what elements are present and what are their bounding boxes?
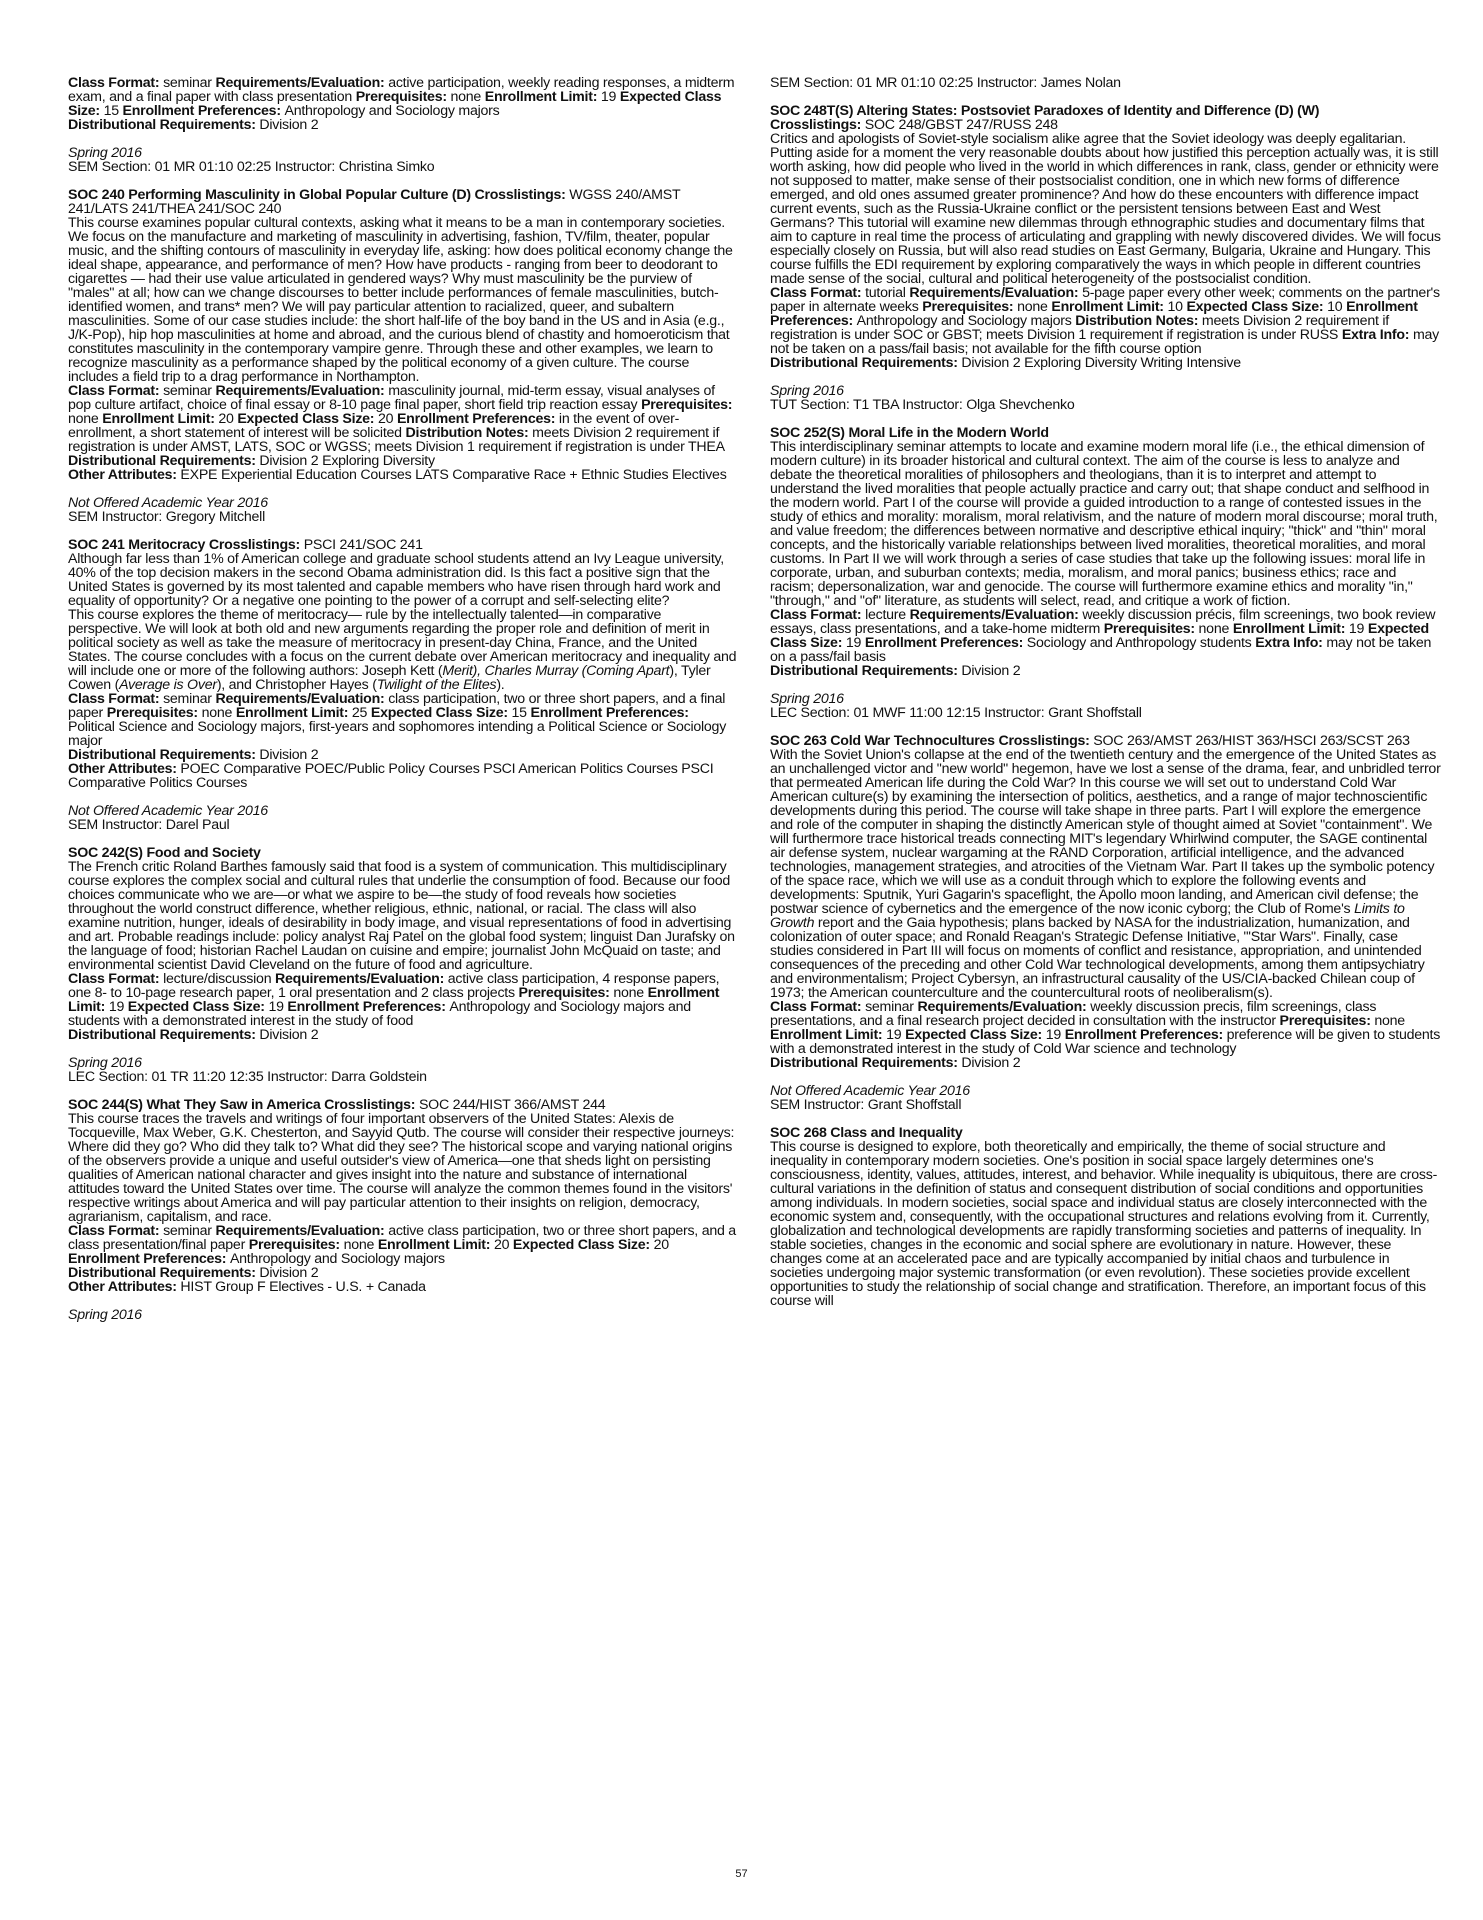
bold-label: SOC 244(S) What They Saw in America Crosslistings: [68, 1097, 419, 1113]
bold-label: Enrollment Limit: [377, 1237, 494, 1253]
text-block [68, 552, 738, 608]
text-block [68, 216, 738, 384]
paragraph-gap [68, 790, 738, 804]
bold-label: Enrollment Preferences: [122, 103, 285, 119]
text-block [68, 860, 738, 972]
body-text: 19 [845, 635, 865, 651]
bold-label: Distributional Requirements: [68, 117, 260, 133]
text-block [770, 398, 1442, 412]
body-text: active class participation, two or three short papers, and a class presentation/final paper [68, 1223, 736, 1253]
body-text: SEM Instructor: Darel Paul [68, 817, 230, 833]
text-block [68, 1308, 738, 1322]
text-block [770, 608, 1442, 664]
body-text: POEC Comparative POEC/Public Policy Courses PSCI American Politics Courses PSCI Comparative Politics Courses [68, 761, 714, 791]
paragraph-gap [770, 720, 1442, 734]
bold-label: SOC 263 Cold War Technocultures Crosslistings: [770, 733, 1094, 749]
body-text: none [343, 1237, 378, 1253]
body-text: This course explores the theme of meritocracy— rule by the intellectually talented—in comparative perspective. We will look at both old and new arguments regarding the proper role and definition of merit in political society as well as take the measure of meritocracy in present-day China, France, and the United States. The course concludes with a focus on the current debate over American meritocracy and inequality and will include one or more of the following authors: Joseph Kett ( [68, 607, 737, 679]
text-block [68, 1070, 738, 1084]
bold-label: Class Format: [68, 971, 164, 987]
text-block [770, 76, 1442, 90]
body-text: none [450, 89, 485, 105]
bold-label: Distributional Requirements: [68, 1027, 260, 1043]
body-text: TUT Section: T1 TBA Instructor: Olga Shevchenko [770, 397, 1075, 413]
body-text: Political Science and Sociology majors, first-years and sophomores intending a Political Science or Sociology major [68, 719, 727, 749]
text-block [770, 1140, 1442, 1308]
body-text: in the event of over-enrollment, a short statement of interest will be solicited [68, 411, 680, 441]
bold-label: Expected Class Size: [1186, 299, 1328, 315]
bold-label: Requirements/Evaluation: [215, 1223, 389, 1239]
body-text: 19 [268, 999, 288, 1015]
body-text: report and the Gaia hypothesis; plans backed by NASA for the industrialization, humanization, and colonization of outer space; and Ronald Reagan's Strategic Defense Initiative, "'Star Wars". Finally, case studies considered in Part III will focus on moments of conflict and resistance, appropriation, and unintended consequences of the preceding and other Cold War technological developments, among them antipsychiatry and environmentalism; Project Cybersyn, an infrastructural causality of the US/CIA-backed Chilean coup of 1973; the American counterculture and the countercultural roots of neoliberalism(s). [770, 915, 1425, 1001]
paragraph-gap [68, 1042, 738, 1056]
text-block [68, 538, 738, 552]
bold-label: SOC 242(S) Food and Society [68, 845, 261, 861]
bold-label: Enrollment Preferences: [68, 1251, 230, 1267]
body-text: ), Tyler Cowen ( [68, 663, 711, 693]
text-block [68, 1224, 738, 1266]
body-text: This interdisciplinary seminar attempts to locate and examine modern moral life (i.e., the ethical dimension of modern culture) in its broader historical and cultural context. The aim of the course is less to analyze and debate the theoretical moralities of philosophers and theologians, than it is to interpret and attempt to understand the lived moralities that people actually practice and carry out; that shape conduct and selfhood in the modern world. Part I of the course will provide a guided introduction to a range of contested issues in the study of ethics and morality: moralism, moral relativism, and the nature of modern moral discourse; moral truth, and value freedom; the differences between normative and descriptive ethical inquiry; "thick" and "thin" moral concepts, and the historically variable relationships between lived moralities, theoretical moralities, and moral customs. In Part II we will work through a series of case studies that take up the following issues: moral life in corporate, urban, and suburban contexts; media, moralism, and moral panics; business ethics; race and racism; depersonalization, war and genocide. The course will furthermore examine ethics and morality "in," "through," and "of" literature, as students will select, read, and critique a work of fiction. [770, 439, 1438, 609]
paragraph-gap [68, 482, 738, 496]
page-number: 57 [735, 1868, 748, 1880]
bold-label: Class Format: [770, 285, 866, 301]
bold-label: Class Format: [68, 75, 164, 91]
body-text: weekly discussion précis, film screenings, two book review essays, class presentations, and a take-home midterm [770, 607, 1436, 637]
bold-label: Distribution Notes: [1075, 313, 1202, 329]
text-block [770, 706, 1442, 720]
body-text: masculinity journal, mid-term essay, visual analyses of pop culture artifact, choice of final essay or 8-10 page final paper, short field trip reaction essay [68, 383, 715, 413]
bold-label: Prerequisites: [355, 89, 451, 105]
body-text: 10 [1167, 299, 1187, 315]
bold-label: SOC 240 Performing Masculinity in Global Popular Culture (D) Crosslistings: [68, 187, 570, 203]
paragraph-gap [770, 370, 1442, 384]
bold-label: Enrollment Preferences: [530, 705, 689, 721]
body-text: seminar [163, 691, 216, 707]
body-text: may not be taken on a pass/fail basis; not available for the fifth course option [770, 327, 1439, 357]
body-text: active participation, weekly reading responses, a midterm exam, and a final paper with class presentation [68, 75, 735, 105]
bold-label: Class Format: [68, 383, 164, 399]
bold-label: Expected Class Size: [512, 1237, 654, 1253]
paragraph-gap [68, 1294, 738, 1308]
body-text: tutorial [865, 285, 910, 301]
body-text: Anthropology and Sociology majors and students with a demonstrated interest in the study of food [68, 999, 691, 1029]
bold-label: SOC 248T(S) Altering States: Postsoviet Paradoxes of Identity and Difference (D) (W) [770, 103, 1320, 119]
text-block [770, 1084, 1442, 1098]
body-text: 19 [1348, 621, 1368, 637]
paragraph-gap [770, 1112, 1442, 1126]
italic-text: Limits to Growth [770, 901, 1405, 931]
bold-label: Enrollment Limit: [68, 985, 720, 1015]
body-text: SEM Instructor: Grant Shoffstall [770, 1097, 962, 1113]
body-text: LEC Section: 01 TR 11:20 12:35 Instructor: Darra Goldstein [68, 1069, 427, 1085]
bold-label: Expected Class Size: [770, 621, 1429, 651]
body-text: PSCI 241/SOC 241 [303, 537, 423, 553]
bold-label: Expected Class Size: [237, 411, 378, 427]
text-block [68, 748, 738, 762]
text-block [770, 1098, 1442, 1112]
text-block [770, 734, 1442, 748]
bold-label: Class Format: [68, 1223, 164, 1239]
bold-label: Enrollment Limit: [235, 705, 352, 721]
body-text: 20 [377, 411, 397, 427]
text-block [770, 384, 1442, 398]
text-block [68, 972, 738, 1028]
body-text: 15 [511, 705, 531, 721]
bold-label: Other Attributes: [68, 467, 181, 483]
body-text: none [201, 705, 236, 721]
body-text: seminar [163, 1223, 216, 1239]
body-text: none [613, 985, 648, 1001]
bold-label: Extra Info: [1255, 635, 1327, 651]
text-block [770, 692, 1442, 706]
body-text: ). [496, 677, 505, 693]
text-block [770, 426, 1442, 440]
text-block [68, 1098, 738, 1112]
body-text: 25 [351, 705, 371, 721]
bold-label: Enrollment Limit: [1051, 299, 1168, 315]
italic-text: Spring 2016 [770, 691, 844, 707]
bold-label: Other Attributes: [68, 1279, 181, 1295]
text-block [68, 146, 738, 160]
text-block [68, 762, 738, 790]
bold-label: Prerequisites: [922, 299, 1018, 315]
body-text: meets Division 2 requirement if registration is under SOC or GBST; meets Division 1 requirement if registration is under RUSS [770, 313, 1389, 343]
italic-text: Spring 2016 [68, 1307, 142, 1323]
text-block [68, 608, 738, 692]
bold-label: Distributional Requirements: [68, 1265, 260, 1281]
bold-label: Enrollment Preferences: [770, 299, 1418, 329]
body-text: 10 [1327, 299, 1347, 315]
body-text: 19 [108, 999, 128, 1015]
text-block [68, 1056, 738, 1070]
text-block [68, 510, 738, 524]
bold-label: Extra Info: [1341, 327, 1413, 343]
paragraph-gap [68, 174, 738, 188]
bold-label: Enrollment Preferences: [287, 999, 450, 1015]
text-block [770, 664, 1442, 678]
bold-label: SOC 252(S) Moral Life in the Modern World [770, 425, 1049, 441]
text-block [770, 286, 1442, 356]
bold-label: Distributional Requirements: [770, 355, 962, 371]
text-block [68, 846, 738, 860]
body-text: Division 2 [259, 747, 319, 763]
body-text: Division 2 [961, 663, 1021, 679]
paragraph-gap [770, 678, 1442, 692]
body-text: SEM Instructor: Gregory Mitchell [68, 509, 265, 525]
text-block [68, 1028, 738, 1042]
text-block [770, 440, 1442, 608]
body-text: Division 2 [259, 1027, 319, 1043]
bold-label: Enrollment Limit: [484, 89, 601, 105]
body-text: 20 [493, 1237, 513, 1253]
text-block [68, 384, 738, 454]
paragraph-gap [68, 832, 738, 846]
paragraph-gap [68, 132, 738, 146]
body-text: Anthropology and Sociology majors [229, 1251, 445, 1267]
paragraph-gap [68, 1084, 738, 1098]
body-text: preference will be given to students with a demonstrated interest in the study of Cold War science and technology [770, 1027, 1441, 1057]
body-text: 19 [600, 89, 620, 105]
paragraph-gap [68, 524, 738, 538]
bold-label: Requirements/Evaluation: [917, 999, 1091, 1015]
body-text: This course examines popular cultural contexts, asking what it means to be a man in contemporary societies. We focus on the manufacture and marketing of masculinity in advertising, fashion, TV/film, theater, popular music, and the shifting contours of masculinity in everyday life, asking: how does political economy change the ideal shape, appearance, and performance of men? How have products - ranging from beer to deodorant to cigarettes — had their use value articulated in gendered ways? Why must masculinity be the purview of "males" at all; how can we change discourses to better include performances of female masculinities, butch-identified women, and trans* men? We will pay particular attention to racialized, queer, and subaltern masculinities. Some of our case studies include: the short half-life of the boy band in the US and in Asia (e.g., J/K-Pop), hip hop masculinities at home and abroad, and the curious blend of chastity and homoeroticism that constitutes masculinity in the contemporary vampire genre. Through these and other examples, we learn to recognize masculinity as a performance shaped by the political economy of a given culture. The course includes a field trip to a drag performance in Northampton. [68, 215, 733, 385]
bold-label: Enrollment Preferences: [1064, 1027, 1227, 1043]
bold-label: Distributional Requirements: [68, 747, 260, 763]
body-text: Division 2 Exploring Diversity [259, 453, 435, 469]
bold-label: Crosslistings: [770, 117, 865, 133]
bold-label: Prerequisites: [106, 705, 202, 721]
bold-label: Prerequisites: [518, 985, 614, 1001]
body-text: Division 2 [961, 1055, 1021, 1071]
text-block [770, 1056, 1442, 1070]
bold-label: Other Attributes: [68, 761, 181, 777]
body-text: SEM Section: 01 MR 01:10 02:25 Instructor: James Nolan [770, 75, 1121, 91]
body-text: This course is designed to explore, both theoretically and empirically, the theme of social structure and inequality in contemporary modern societies. One's position in social space largely determines one's consciousness, identity, values, attitudes, interest, and behavior. While inequality is ubiquitous, there are cross-cultural variations in the definition of status and consequent distribution of social conditions and opportunities among individuals. In modern societies, social space and individual status are closely interconnected with the economic system and, consequently, with the occupational structures and relations evolving from it. Currently, globalization and technological developments are rapidly transforming societies and patterns of inequality. In stable societies, changes in the economic and social sphere are evolutionary in nature. However, these changes come at an accelerated pace and are typically accompanied by initial chaos and turbulence in societies undergoing major systemic transformation (or even revolution). These societies provide excellent opportunities to study the relationship of social change and stratification. Therefore, an important focus of this course will [770, 1139, 1438, 1309]
text-block [68, 188, 738, 216]
italic-text: Average is Over [119, 677, 217, 693]
italic-text: Spring 2016 [770, 383, 844, 399]
text-block [770, 356, 1442, 370]
body-text: SOC 263/AMST 263/HIST 363/HSCI 263/SCST 263 [1093, 733, 1410, 749]
bold-label: Enrollment Limit: [102, 411, 219, 427]
text-block [68, 1280, 738, 1294]
text-block [68, 818, 738, 832]
body-text: may not be taken on a pass/fail basis [770, 635, 1432, 665]
body-text: 19 [886, 1027, 906, 1043]
text-block [68, 692, 738, 748]
body-text: meets Division 2 requirement if registration is under AMST, LATS, SOC or WGSS; meets Division 1 requirement if registration is under THEA [68, 425, 725, 455]
bold-label: Class Format: [68, 691, 164, 707]
body-text: Division 2 [259, 117, 319, 133]
bold-label: Requirements/Evaluation: [909, 285, 1083, 301]
text-block [68, 1266, 738, 1280]
body-text: Anthropology and Sociology majors [856, 313, 1076, 329]
bold-label: Distributional Requirements: [770, 1055, 962, 1071]
paragraph-gap [770, 1070, 1442, 1084]
body-text: Division 2 Exploring Diversity Writing Intensive [961, 355, 1241, 371]
body-text: active class participation, 4 response papers, one 8- to 10-page research paper, 1 oral presentation and 2 class projects [68, 971, 720, 1001]
body-text: 20 [218, 411, 238, 427]
text-block [770, 118, 1442, 132]
bold-label: Distributional Requirements: [770, 663, 962, 679]
bold-label: Requirements/Evaluation: [215, 383, 389, 399]
bold-label: Expected Class Size: [68, 89, 722, 119]
body-text: Although far less than 1% of American college and graduate school students attend an Ivy League university, 40% of the top decision makers in the second Obama administration did. Is this fact a positive sign that the United States is governed by its most talented and capable members who have risen through hard work and equality of opportunity? Or a negative one pointing to the power of a corrupt and self-selecting elite? [68, 551, 724, 609]
paragraph-gap [770, 412, 1442, 426]
bold-label: Enrollment Limit: [1232, 621, 1349, 637]
text-block [770, 1000, 1442, 1056]
text-block [68, 1112, 738, 1224]
italic-text: Spring 2016 [68, 145, 142, 161]
bold-label: Requirements/Evaluation: [909, 607, 1083, 623]
bold-label: Requirements/Evaluation: [215, 75, 389, 91]
body-text: lecture/discussion [163, 971, 276, 987]
body-text: weekly discussion precis, film screenings, class presentations, and a final research project decided in consultation with the instructor [770, 999, 1377, 1029]
right-column [770, 76, 1442, 1308]
bold-label: Requirements/Evaluation: [215, 691, 389, 707]
body-text: lecture [865, 607, 910, 623]
bold-label: Prerequisites: [1279, 1013, 1375, 1029]
bold-label: Enrollment Preferences: [396, 411, 559, 427]
text-block [68, 160, 738, 174]
body-text: The French critic Roland Barthes famously said that food is a system of communication. This multidisciplinary course explores the complex social and cultural rules that underlie the consumption of food. Because our food choices communicate who we are—or what we aspire to be—the study of food reveals how societies throughout the world construct difference, whether religious, ethnic, national, or racial. The class will also examine nutrition, hunger, ideals of desirability in body image, and visual representations of food in advertising and art. Probable readings include: policy analyst Raj Patel on the global food system; linguist Dan Jurafsky on the language of food; historian Rachel Laudan on cuisine and empire; journalist John McQuaid on taste; and environmental scientist David Cleveland on the future of food and agriculture. [68, 859, 735, 973]
italic-text: Not Offered Academic Year 2016 [68, 803, 268, 819]
body-text: class participation, two or three short papers, and a final paper [68, 691, 726, 721]
body-text: Sociology and Anthropology students [1026, 635, 1256, 651]
left-column [68, 76, 738, 1322]
body-text: This course traces the travels and writings of four important observers of the United States: Alexis de Tocqueville, Max Weber, G.K. Chesterton, and Sayyid Qutb. The course will consider their respective journeys: Where did they go? Who did they talk to? What did they see? The historical scope and varying national origins of the observers provide a unique and useful outsider's view of America—one that sheds light on persisting qualities of American national character and gives insight into the nature and substance of international attitudes toward the United States over time. The course will analyze the common themes found in the visitors' respective writings about America and will pay particular attention to their insights on religion, democracy, agrarianism, capitalism, and race. [68, 1111, 735, 1225]
body-text: HIST Group F Electives - U.S. + Canada [180, 1279, 426, 1295]
body-text: 15 [103, 103, 123, 119]
body-text: Division 2 [259, 1265, 319, 1281]
italic-text: Not Offered Academic Year 2016 [68, 495, 268, 511]
body-text: seminar [865, 999, 918, 1015]
body-text: SOC 248/GBST 247/RUSS 248 [864, 117, 1058, 133]
paragraph-gap [770, 90, 1442, 104]
bold-label: SOC 268 Class and Inequality [770, 1125, 963, 1141]
bold-label: Class Format: [770, 999, 866, 1015]
body-text: none [1198, 621, 1233, 637]
bold-label: Enrollment Preferences: [864, 635, 1027, 651]
bold-label: Requirements/Evaluation: [275, 971, 448, 987]
italic-text: Twilight of the Elites [376, 677, 497, 693]
text-block [68, 76, 738, 118]
italic-text: Merit), Charles Murray (Coming Apart [442, 663, 670, 679]
body-text: seminar [163, 383, 216, 399]
bold-label: Expected Class Size: [905, 1027, 1046, 1043]
text-block [68, 468, 738, 482]
bold-label: SOC 241 Meritocracy Crosslistings: [68, 537, 304, 553]
body-text: none [1017, 299, 1052, 315]
text-block [770, 1126, 1442, 1140]
bold-label: Expected Class Size: [370, 705, 512, 721]
body-text: none [68, 411, 103, 427]
text-block [770, 104, 1442, 118]
body-text: 5-page paper every other week; comments on the partner's paper in alternate weeks [770, 285, 1440, 315]
body-text: Critics and apologists of Soviet-style socialism alike agree that the Soviet ideology was deeply egalitarian. Putting aside for a moment the very reasonable doubts about how justified this perception actually was, it is still worth asking, how did people who lived in the world in which differences in rank, class, gender or ethnicity were not supposed to matter, make sense of their postsocialist condition, one in which new forms of difference emerged, and old ones assumed greater prominence? And how do these encounters with difference impact current events, such as the Russia-Ukraine conflict or the persistent tensions between East and West Germans? This tutorial will examine new dilemmas through ethnographic studies and documentary films that aim to capture in real time the process of articulating and grappling with newly discovered divides. We will focus especially closely on Russia, but will also read studies on East Germany, Bulgaria, Ukraine and Hungary. This course fulfills the EDI requirement by exploring comparatively the ways in which people in different countries made sense of the social, cultural and political heterogeneity of the postsocialist condition. [770, 131, 1441, 287]
bold-label: Distributional Requirements: [68, 453, 260, 469]
text-block [770, 132, 1442, 286]
body-text: seminar [163, 75, 216, 91]
body-text: 20 [653, 1237, 669, 1253]
body-text: none [1374, 1013, 1405, 1029]
text-block [770, 748, 1442, 1000]
body-text: EXPE Experiential Education Courses LATS Comparative Race + Ethnic Studies Electives [180, 467, 727, 483]
bold-label: Enrollment Limit: [770, 1027, 887, 1043]
body-text: SEM Section: 01 MR 01:10 02:25 Instructor: Christina Simko [68, 159, 435, 175]
bold-label: Prerequisites: [248, 1237, 344, 1253]
text-block [68, 496, 738, 510]
body-text: With the Soviet Union's collapse at the end of the twentieth century and the emergence of the United States as an unchallenged victor and "new world" hegemon, have we lost a sense of the drama, fear, and unbridled terror that permeated American life during the Cold War? In this course we will set out to understand Cold War American culture(s) by examining the intersection of politics, aesthetics, and a range of major technoscientific developments during this period. The course will take shape in three parts. Part I will explore the emergence and role of the computer in shaping the distinctly American style of thought aimed at Soviet "containment". We will furthermore trace historical treads connecting MIT's legendary Whirlwind computer, the SAGE continental air defense system, nuclear wargaming at the RAND Corporation, artificial intelligence, and the advanced technologies, management strategies, and atrocities of the Vietnam War. Part II takes up the symbolic potency of the space race, which we will use as a conduit through which to explore the following events and developments: Sputnik, Yuri Gagarin's spaceflight, the Apollo moon landing, and American civil defense; the postwar science of cybernetics and the emergence of the now iconic cyborg; the Club of Rome's [770, 747, 1441, 917]
bold-label: Class Format: [770, 607, 866, 623]
body-text: LEC Section: 01 MWF 11:00 12:15 Instructor: Grant Shoffstall [770, 705, 1142, 721]
italic-text: Spring 2016 [68, 1055, 142, 1071]
bold-label: Prerequisites: [641, 397, 733, 413]
text-block [68, 454, 738, 468]
body-text: SOC 244/HIST 366/AMST 244 [418, 1097, 606, 1113]
italic-text: Not Offered Academic Year 2016 [770, 1083, 970, 1099]
bold-label: Expected Class Size: [127, 999, 269, 1015]
body-text: Anthropology and Sociology majors [284, 103, 500, 119]
body-text: 19 [1045, 1027, 1065, 1043]
body-text: WGSS 240/AMST 241/LATS 241/THEA 241/SOC 240 [68, 187, 681, 217]
bold-label: Distribution Notes: [405, 425, 533, 441]
text-block [68, 804, 738, 818]
bold-label: Prerequisites: [1103, 621, 1199, 637]
body-text: ), and Christopher Hayes ( [216, 677, 377, 693]
text-block [68, 118, 738, 132]
